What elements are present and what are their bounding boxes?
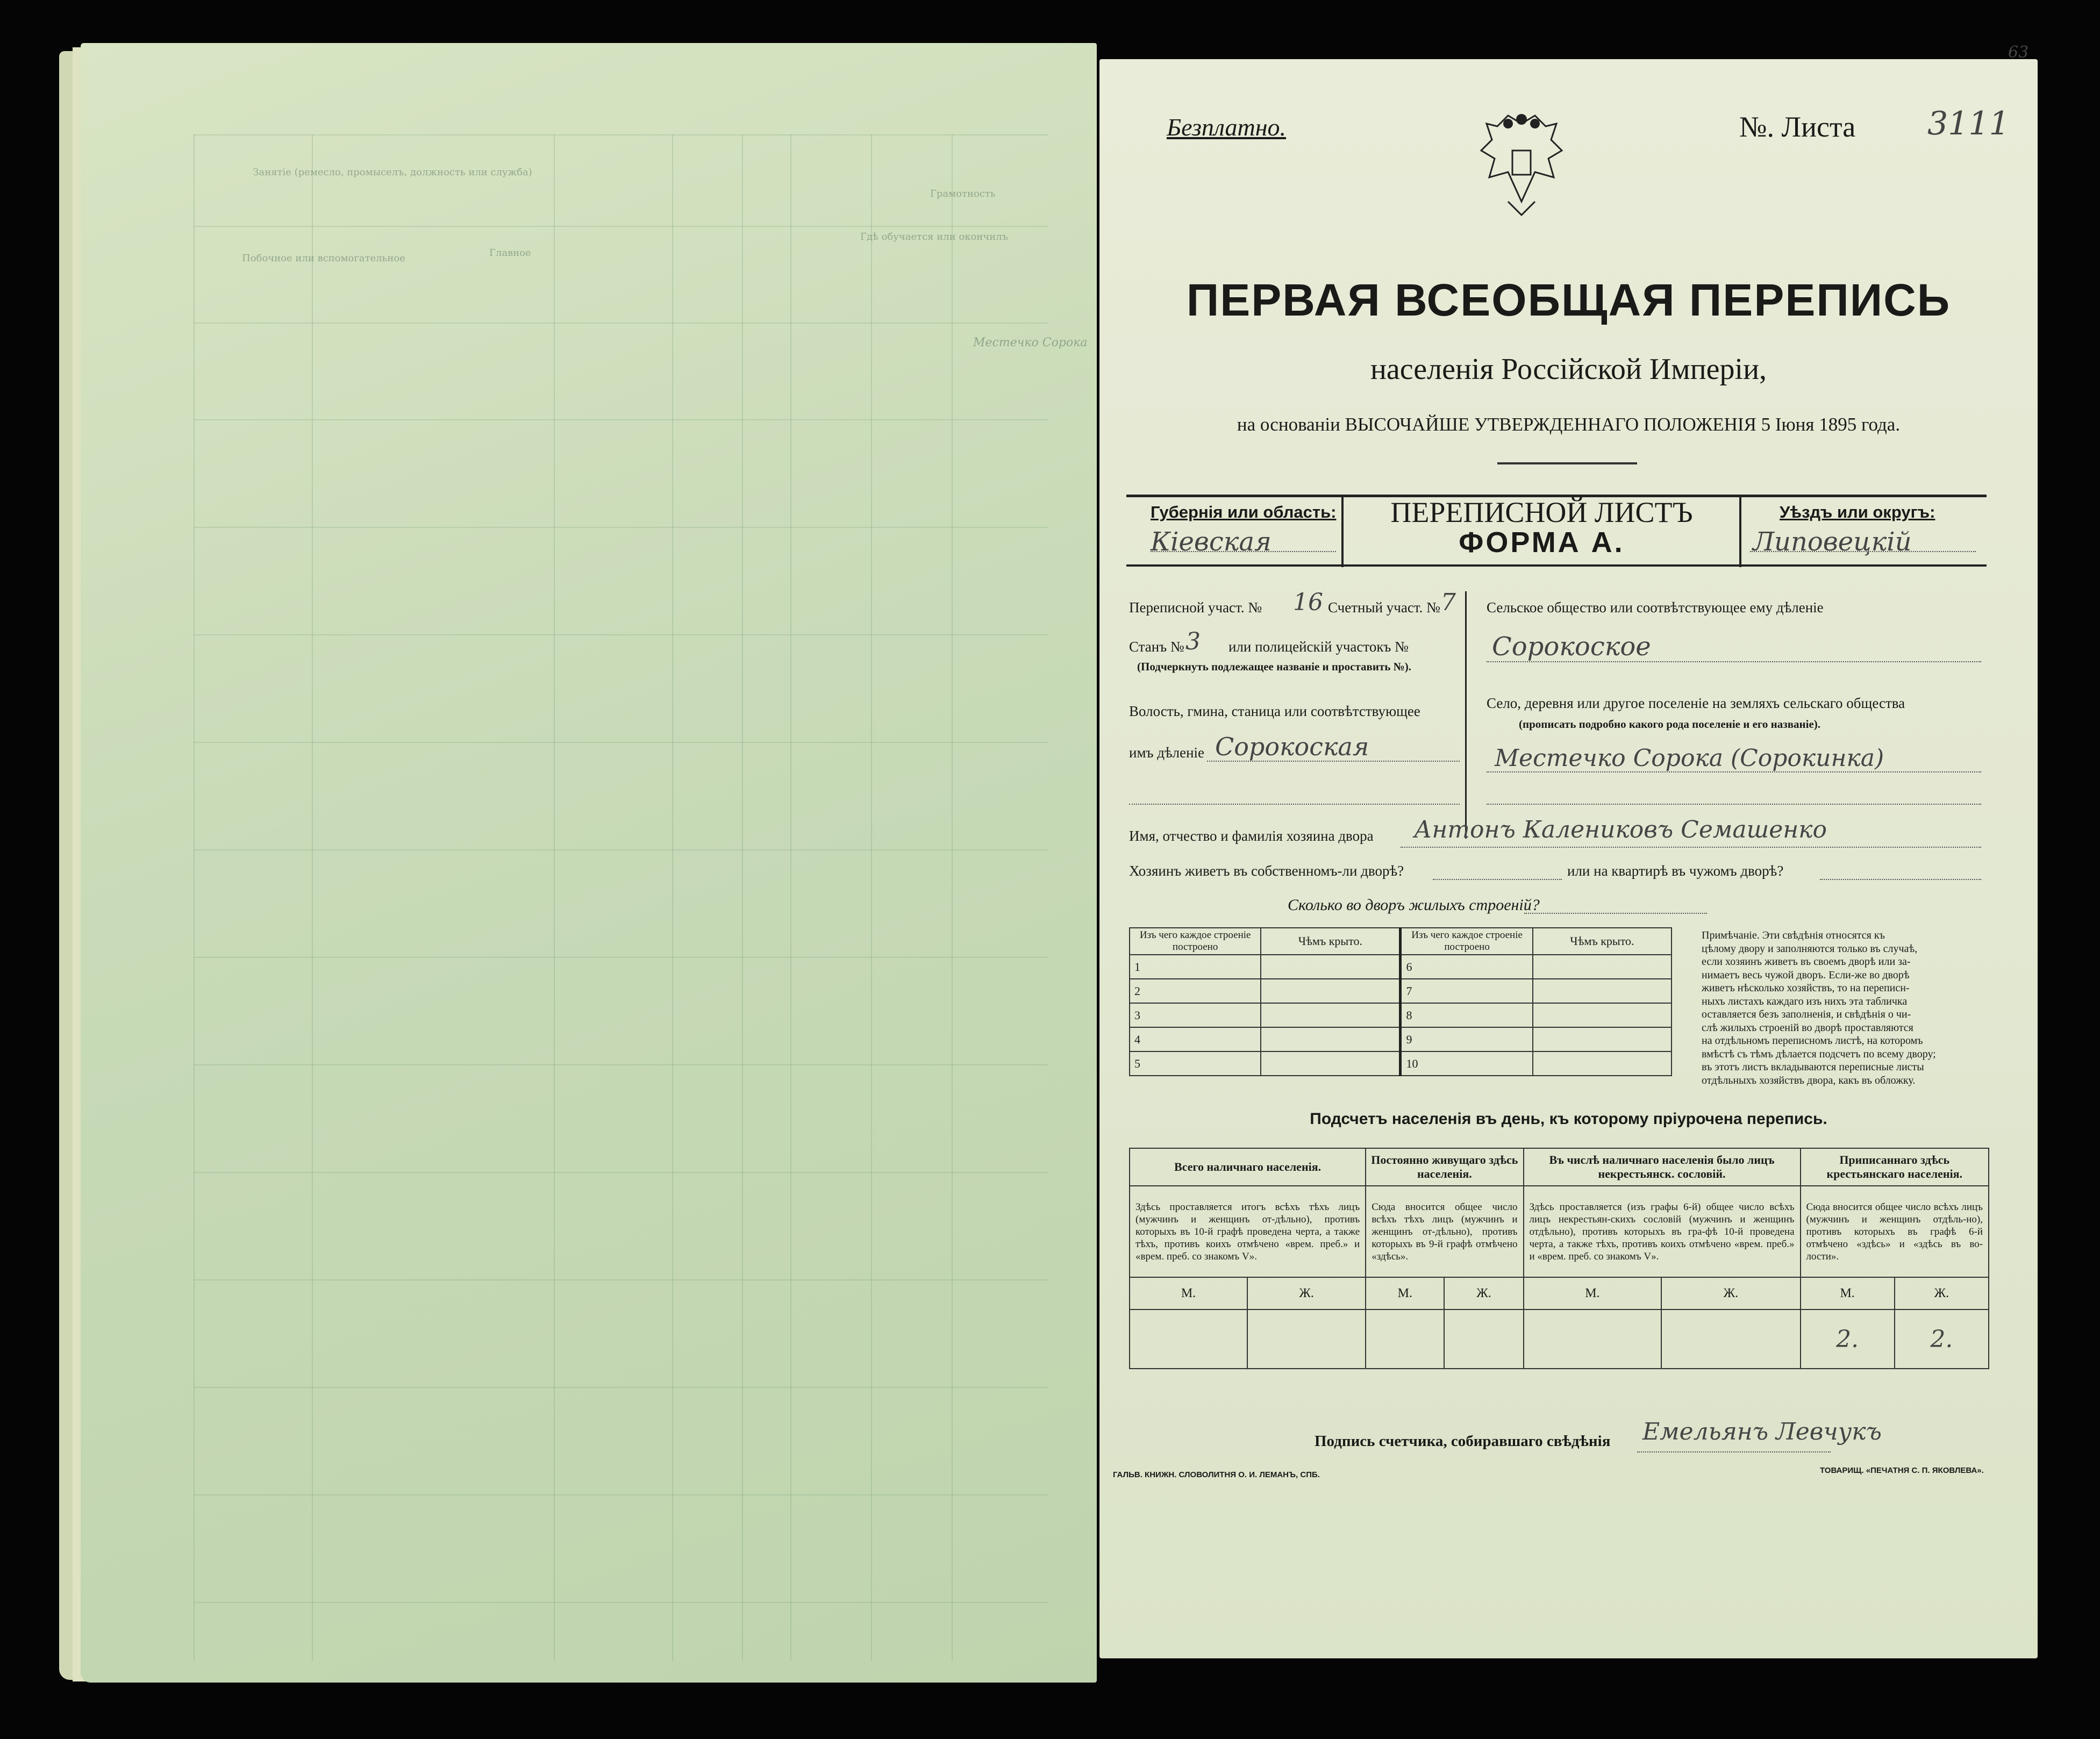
lives-rented-label: или на квартирѣ въ чужомъ дворѣ?: [1567, 863, 1784, 879]
table-cell: [1261, 1003, 1401, 1027]
table-row: [1130, 1027, 1672, 1051]
summary-column-header: Въ числѣ наличнаго населенія было лицъ некрестьянск. сословій.: [1524, 1148, 1801, 1186]
rule: [1341, 495, 1344, 567]
row-number: 3: [1130, 1003, 1261, 1027]
table-cell: [1533, 1051, 1672, 1076]
document-title: ПЕРВАЯ ВСЕОБЩАЯ ПЕРЕПИСЬ: [1186, 275, 1951, 325]
volost-label: Волость, гмина, станица или соотвѣтствующее: [1129, 703, 1420, 719]
note-line: слѣ жилыхъ строеній во дворѣ проставляются: [1702, 1021, 1913, 1034]
row-number: 10: [1401, 1051, 1533, 1076]
stan-value: 3: [1185, 628, 1201, 655]
summary-column-description: Здѣсь проставляется (изъ графы 6-й) общее число всѣхъ лицъ некрестьян-скихъ сословій (мужчинъ и женщинъ отдѣльно), противъ которыхъ въ гра-фѣ 10-й проведена черта, а также тѣхъ, противъ коихъ отмѣчено «врем. преб.» и «врем. преб. со знакомъ V».: [1524, 1186, 1801, 1277]
rule: [1465, 591, 1467, 839]
ghost-grid-line: [194, 1387, 1048, 1388]
dotted-line: [1637, 1451, 1831, 1452]
row-number: 2: [1130, 979, 1261, 1003]
owner-label: Имя, отчество и фамилія хозяина двора: [1129, 828, 1374, 844]
ghost-heading: Гдѣ обучается или окончилъ: [860, 231, 1009, 242]
legal-basis: на основаніи ВЫСОЧАЙШЕ УТВЕРЖДЕННАГО ПОЛОЖЕНІЯ 5 Іюня 1895 года.: [1237, 414, 1901, 435]
count-value: 2.: [1895, 1309, 1989, 1369]
row-number: 9: [1401, 1027, 1533, 1051]
note-line: цѣлому двору и заполняются только въ случаѣ,: [1702, 942, 1918, 955]
summary-column-header: Приписаннаго здѣсь крестьянскаго населенія.: [1801, 1148, 1989, 1186]
ghost-grid-line: [952, 134, 953, 1661]
police-section-label: или полицейскій участокъ №: [1228, 639, 1409, 655]
ghost-heading: Грамотность: [930, 188, 996, 199]
buildings-table: [1129, 927, 1672, 1076]
note-line: живетъ нѣсколько хозяйствъ, то на переписн-: [1702, 982, 1910, 994]
underline-note: (Подчеркнуть подлежащее названіе и проставить №).: [1137, 660, 1411, 673]
ghost-grid-line: [194, 1064, 1048, 1065]
table-cell: [1533, 1027, 1672, 1051]
count-value: [1524, 1309, 1662, 1369]
summary-column-description: Здѣсь проставляется итогъ всѣхъ тѣхъ лицъ (мужчинъ и женщинъ от-дѣльно), противъ которыхъ въ 10-й графѣ проведена черта, а также тѣхъ, противъ коихъ отмѣчено «врем. преб.» и «врем. преб. со знакомъ V».: [1130, 1186, 1366, 1277]
dotted-line: [1487, 804, 1981, 805]
ghost-grid-line: [312, 134, 313, 1661]
village-label: Село, деревня или другое поселеніе на земляхъ сельскаго общества: [1487, 695, 1905, 711]
census-section-label: Переписной участ. №: [1129, 599, 1262, 616]
note-line: вмѣстѣ съ тѣмъ дѣлается подсчетъ по всему двору;: [1702, 1048, 1936, 1060]
note-line: въ этотъ листъ вкладываются переписные листы: [1702, 1061, 1924, 1073]
male-label: М.: [1130, 1277, 1247, 1309]
dotted-line: [1487, 771, 1981, 772]
society-label: Сельское общество или соотвѣтствующее ему дѣленіе: [1487, 599, 1824, 616]
printer-mark-left: ГАЛЬВ. КНИЖН. СЛОВОЛИТНЯ О. И. ЛЕМАНЪ, СПБ.: [1113, 1470, 1320, 1479]
table-row: [1130, 955, 1672, 979]
ghost-grid-line: [790, 134, 791, 1661]
census-form-page: [1099, 43, 2038, 1658]
note-line: на отдѣльномъ переписномъ листѣ, на которомъ: [1702, 1035, 1923, 1047]
village-value: Местечко Сорока (Сорокинка): [1495, 745, 1884, 772]
province-label: Губернія или область:: [1151, 503, 1337, 521]
corner-page-number: 63: [2008, 43, 2029, 62]
ghost-grid-line: [194, 1279, 1048, 1280]
ghost-grid-line: [194, 226, 1048, 227]
table-row: [1130, 979, 1672, 1003]
table-row: [1130, 1051, 1672, 1076]
note-line: оставляется безъ заполненія, и свѣдѣнія о чи-: [1702, 1008, 1911, 1020]
form-code: ФОРМА А.: [1459, 526, 1625, 559]
table-row: [1130, 1003, 1672, 1027]
dotted-line: [1401, 847, 1981, 848]
counter-signature: Емельянъ Левчукъ: [1642, 1418, 1882, 1445]
note-line: нимаетъ весь чужой дворъ. Если-же во дворѣ: [1702, 969, 1910, 981]
summary-column-description: Сюда вносится общее число всѣхъ лицъ (мужчинъ и женщинъ отдѣль-но), противъ которыхъ въ графѣ 6-й отмѣчено «здѣсь» и «здѣсь въ во-лости».: [1801, 1186, 1989, 1277]
column-header-material: Изъ чего каждое строеніе построено: [1130, 928, 1261, 955]
ghost-grid-line: [194, 634, 1048, 635]
ghost-grid-line: [554, 134, 555, 1661]
ghost-heading: Главное: [489, 247, 531, 259]
document-subtitle: населенія Россійской Имперіи,: [1370, 353, 1767, 386]
stan-label: Станъ №: [1129, 639, 1184, 655]
ghost-grid-line: [194, 1602, 1048, 1603]
ghost-grid-line: [672, 134, 673, 1661]
row-number: 1: [1130, 955, 1261, 979]
male-label: М.: [1801, 1277, 1895, 1309]
ornament-divider: [1497, 462, 1637, 464]
table-cell: [1261, 1027, 1401, 1051]
count-section-label: Счетный участ. №: [1328, 599, 1440, 616]
ghost-grid-line: [742, 134, 743, 1661]
society-value: Сорокоское: [1492, 632, 1651, 662]
village-note: (прописать подробно какого рода поселеніе и его названіе).: [1519, 718, 1821, 731]
count-value: [1661, 1309, 1800, 1369]
count-section-value: 7: [1441, 589, 1456, 616]
row-number: 6: [1401, 955, 1533, 979]
female-label: Ж.: [1247, 1277, 1366, 1309]
note-line: ныхъ листахъ каждаго изъ нихъ эта табличка: [1702, 995, 1908, 1007]
dotted-line: [1207, 761, 1460, 762]
female-label: Ж.: [1661, 1277, 1800, 1309]
dotted-line: [1750, 551, 1976, 552]
count-value: [1130, 1309, 1247, 1369]
ghost-grid-line: [194, 1172, 1048, 1173]
volost-value: Сорокоская: [1215, 732, 1369, 761]
ghost-grid-line: [194, 849, 1048, 850]
table-cell: [1533, 955, 1672, 979]
ghost-grid-line: [194, 419, 1048, 420]
count-value: [1444, 1309, 1523, 1369]
table-cell: [1261, 955, 1401, 979]
dotted-line: [1129, 804, 1460, 805]
summary-title: Подсчетъ населенія въ день, къ которому пріурочена перепись.: [1310, 1110, 1827, 1128]
column-header-material: Изъ чего каждое строеніе построено: [1401, 928, 1533, 955]
ghost-grid-line: [194, 134, 195, 1661]
note-line: отдѣльныхъ хозяйствъ двора, какъ въ обложку.: [1702, 1074, 1916, 1086]
column-header-roof: Чѣмъ крыто.: [1261, 928, 1401, 955]
dotted-line: [1820, 879, 1981, 880]
lives-own-yard-label: Хозяинъ живетъ въ собственномъ-ли дворѣ?: [1129, 863, 1404, 879]
column-header-roof: Чѣмъ крыто.: [1533, 928, 1672, 955]
ghost-grid-line: [194, 323, 1048, 324]
district-value: Липовецкій: [1753, 527, 1912, 557]
rule: [1739, 495, 1741, 567]
female-label: Ж.: [1895, 1277, 1989, 1309]
rule: [1126, 564, 1987, 567]
row-number: 8: [1401, 1003, 1533, 1027]
count-value: [1247, 1309, 1366, 1369]
summary-column-header: Всего наличнаго населенія.: [1130, 1148, 1366, 1186]
count-value: 2.: [1801, 1309, 1895, 1369]
sheet-number-hand: 3111: [1927, 105, 2010, 142]
note-line: если хозяинъ живетъ въ своемъ дворѣ или за-: [1702, 956, 1911, 968]
female-label: Ж.: [1444, 1277, 1523, 1309]
male-label: М.: [1524, 1277, 1662, 1309]
owner-value: Антонъ Калениковъ Семашенко: [1414, 816, 1827, 843]
table-cell: [1533, 1003, 1672, 1027]
table-cell: [1261, 979, 1401, 1003]
volost-label-2: имъ дѣленіе: [1129, 745, 1205, 761]
ghost-grid-line: [194, 957, 1048, 958]
ghost-grid-line: [194, 134, 1048, 135]
double-headed-eagle-emblem: [1476, 108, 1567, 220]
row-number: 4: [1130, 1027, 1261, 1051]
summary-column-description: Сюда вносится общее число всѣхъ тѣхъ лицъ (мужчинъ и женщинъ от-дѣльно), противъ которыхъ въ 9-й графѣ отмѣчено «здѣсь».: [1366, 1186, 1523, 1277]
ghost-grid-line: [871, 134, 872, 1661]
province-value: Кіевская: [1151, 527, 1272, 557]
male-label: М.: [1366, 1277, 1444, 1309]
sheet-number-label: №. Листа: [1739, 111, 1856, 143]
dotted-line: [1487, 661, 1981, 662]
ghost-heading: Занятіе (ремесло, промыселъ, должность или служба): [253, 167, 532, 178]
signature-label: Подпись счетчика, собиравшаго свѣдѣнія: [1315, 1433, 1611, 1450]
free-label: Безплатно.: [1167, 113, 1287, 141]
note-line: Примѣчаніе. Эти свѣдѣнія относятся къ: [1702, 929, 1885, 941]
ghost-hand-note: Местечко Сорока: [973, 336, 1088, 349]
district-label: Уѣздъ или округъ:: [1780, 503, 1935, 521]
dotted-line: [1433, 879, 1562, 880]
row-number: 5: [1130, 1051, 1261, 1076]
table-cell: [1261, 1051, 1401, 1076]
summary-column-header: Постоянно живущаго здѣсь населенія.: [1366, 1148, 1523, 1186]
ghost-grid-line: [194, 742, 1048, 743]
count-value: [1366, 1309, 1444, 1369]
printer-mark-right: ТОВАРИЩ. «ПЕЧАТНЯ С. П. ЯКОВЛЕВА».: [1820, 1466, 1984, 1475]
dotted-line: [1151, 551, 1336, 552]
left-page: [81, 43, 1097, 1683]
ghost-grid-line: [194, 1494, 1048, 1495]
census-section-value: 16: [1293, 589, 1323, 616]
footnote: [1702, 929, 1992, 1087]
form-name: ПЕРЕПИСНОЙ ЛИСТЪ: [1390, 496, 1693, 528]
ghost-grid-line: [194, 527, 1048, 528]
dotted-line: [1524, 913, 1707, 914]
population-summary-table: [1129, 1148, 1989, 1369]
ghost-heading: Побочное или вспомогательное: [242, 253, 405, 264]
buildings-question: Сколько во дворъ жилыхъ строеній?: [1288, 896, 1540, 914]
row-number: 7: [1401, 979, 1533, 1003]
table-cell: [1533, 979, 1672, 1003]
